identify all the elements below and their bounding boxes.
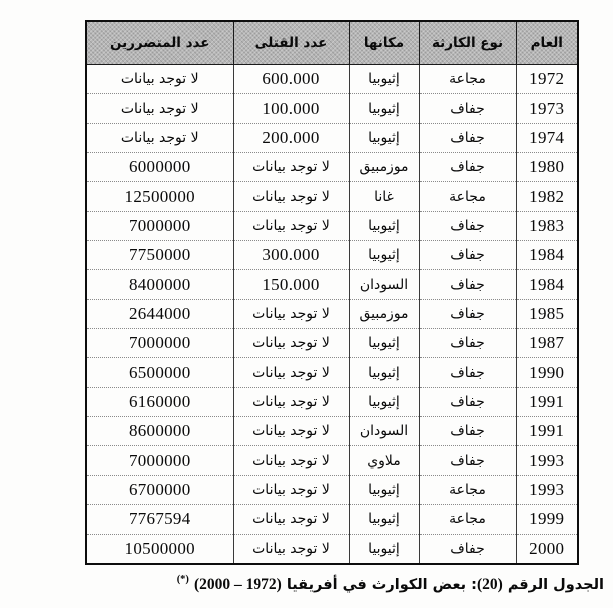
cell-deaths: لا توجد بيانات <box>233 446 349 475</box>
header-year: العام <box>516 21 578 65</box>
cell-place: إثيوبيا <box>349 358 419 387</box>
cell-year: 1984 <box>516 241 578 270</box>
cell-type: جفاف <box>419 153 516 182</box>
cell-type: جفاف <box>419 241 516 270</box>
table-header <box>86 21 578 65</box>
cell-affected: 8600000 <box>86 417 233 446</box>
cell-place: إثيوبيا <box>349 123 419 152</box>
cell-deaths: 150.000 <box>233 270 349 299</box>
header-row <box>86 21 578 65</box>
cell-type: مجاعة <box>419 182 516 211</box>
header-place: مكانها <box>349 21 419 65</box>
cell-deaths: 600.000 <box>233 65 349 94</box>
cell-affected: لا توجد بيانات <box>86 123 233 152</box>
cell-deaths: لا توجد بيانات <box>233 299 349 328</box>
cell-place: موزمبيق <box>349 299 419 328</box>
cell-type: جفاف <box>419 446 516 475</box>
cell-affected: 7000000 <box>86 329 233 358</box>
cell-place: إثيوبيا <box>349 505 419 534</box>
cell-deaths: لا توجد بيانات <box>233 387 349 416</box>
cell-affected: 7767594 <box>86 505 233 534</box>
cell-type: جفاف <box>419 417 516 446</box>
table-row <box>86 505 578 534</box>
caption-number: (20) <box>476 576 503 593</box>
table-row <box>86 211 578 240</box>
cell-type: جفاف <box>419 329 516 358</box>
cell-type: جفاف <box>419 211 516 240</box>
cell-affected: 6500000 <box>86 358 233 387</box>
cell-year: 1984 <box>516 270 578 299</box>
cell-year: 1980 <box>516 153 578 182</box>
cell-deaths: لا توجد بيانات <box>233 358 349 387</box>
header-deaths: عدد القتلى <box>233 21 349 65</box>
cell-year: 1990 <box>516 358 578 387</box>
cell-place: إثيوبيا <box>349 241 419 270</box>
table-row <box>86 358 578 387</box>
cell-deaths: لا توجد بيانات <box>233 329 349 358</box>
table-row <box>86 475 578 504</box>
cell-affected: لا توجد بيانات <box>86 94 233 123</box>
header-type: نوع الكارثة <box>419 21 516 65</box>
caption-title: الجدول الرقم <box>502 577 604 593</box>
cell-affected: 7000000 <box>86 446 233 475</box>
table-row <box>86 153 578 182</box>
cell-type: جفاف <box>419 299 516 328</box>
cell-deaths: لا توجد بيانات <box>233 211 349 240</box>
header-affected: عدد المتضررين <box>86 21 233 65</box>
cell-year: 1983 <box>516 211 578 240</box>
cell-affected: لا توجد بيانات <box>86 65 233 94</box>
cell-type: جفاف <box>419 387 516 416</box>
cell-year: 1993 <box>516 446 578 475</box>
cell-affected: 6000000 <box>86 153 233 182</box>
table-caption <box>0 574 604 594</box>
cell-type: جفاف <box>419 123 516 152</box>
cell-year: 1972 <box>516 65 578 94</box>
cell-place: إثيوبيا <box>349 475 419 504</box>
cell-affected: 12500000 <box>86 182 233 211</box>
cell-year: 1987 <box>516 329 578 358</box>
table-row <box>86 270 578 299</box>
table-row <box>86 182 578 211</box>
cell-place: إثيوبيا <box>349 65 419 94</box>
cell-affected: 7000000 <box>86 211 233 240</box>
cell-year: 1973 <box>516 94 578 123</box>
cell-deaths: 100.000 <box>233 94 349 123</box>
cell-deaths: لا توجد بيانات <box>233 505 349 534</box>
table-body <box>86 65 578 565</box>
cell-place: إثيوبيا <box>349 329 419 358</box>
cell-deaths: 300.000 <box>233 241 349 270</box>
table-row <box>86 123 578 152</box>
cell-year: 1985 <box>516 299 578 328</box>
table-row <box>86 94 578 123</box>
table-row <box>86 417 578 446</box>
caption-range: (2000 – 1972) <box>193 576 282 593</box>
cell-place: موزمبيق <box>349 153 419 182</box>
cell-deaths: لا توجد بيانات <box>233 417 349 446</box>
cell-year: 1991 <box>516 417 578 446</box>
cell-year: 1993 <box>516 475 578 504</box>
cell-type: جفاف <box>419 94 516 123</box>
cell-deaths: 200.000 <box>233 123 349 152</box>
cell-type: جفاف <box>419 358 516 387</box>
cell-affected: 6160000 <box>86 387 233 416</box>
cell-type: جفاف <box>419 534 516 564</box>
cell-affected: 7750000 <box>86 241 233 270</box>
table-row <box>86 65 578 94</box>
table-row <box>86 446 578 475</box>
cell-place: ملاوي <box>349 446 419 475</box>
cell-deaths: لا توجد بيانات <box>233 153 349 182</box>
cell-year: 1991 <box>516 387 578 416</box>
cell-type: مجاعة <box>419 65 516 94</box>
cell-affected: 6700000 <box>86 475 233 504</box>
caption-middle: : بعض الكوارث في أفريقيا <box>281 577 477 593</box>
cell-affected: 8400000 <box>86 270 233 299</box>
cell-type: مجاعة <box>419 475 516 504</box>
cell-place: إثيوبيا <box>349 211 419 240</box>
cell-affected: 2644000 <box>86 299 233 328</box>
cell-year: 2000 <box>516 534 578 564</box>
cell-deaths: لا توجد بيانات <box>233 475 349 504</box>
table-row <box>86 241 578 270</box>
cell-year: 1999 <box>516 505 578 534</box>
cell-place: غانا <box>349 182 419 211</box>
cell-affected: 10500000 <box>86 534 233 564</box>
table-row <box>86 534 578 564</box>
cell-place: إثيوبيا <box>349 387 419 416</box>
caption-footnote-marker: (*) <box>176 574 189 585</box>
table-row <box>86 329 578 358</box>
cell-place: السودان <box>349 417 419 446</box>
disasters-table <box>85 20 579 565</box>
cell-type: مجاعة <box>419 505 516 534</box>
cell-place: السودان <box>349 270 419 299</box>
table-row <box>86 299 578 328</box>
cell-deaths: لا توجد بيانات <box>233 182 349 211</box>
cell-place: إثيوبيا <box>349 94 419 123</box>
cell-type: جفاف <box>419 270 516 299</box>
cell-year: 1974 <box>516 123 578 152</box>
cell-deaths: لا توجد بيانات <box>233 534 349 564</box>
table-row <box>86 387 578 416</box>
cell-place: إثيوبيا <box>349 534 419 564</box>
cell-year: 1982 <box>516 182 578 211</box>
